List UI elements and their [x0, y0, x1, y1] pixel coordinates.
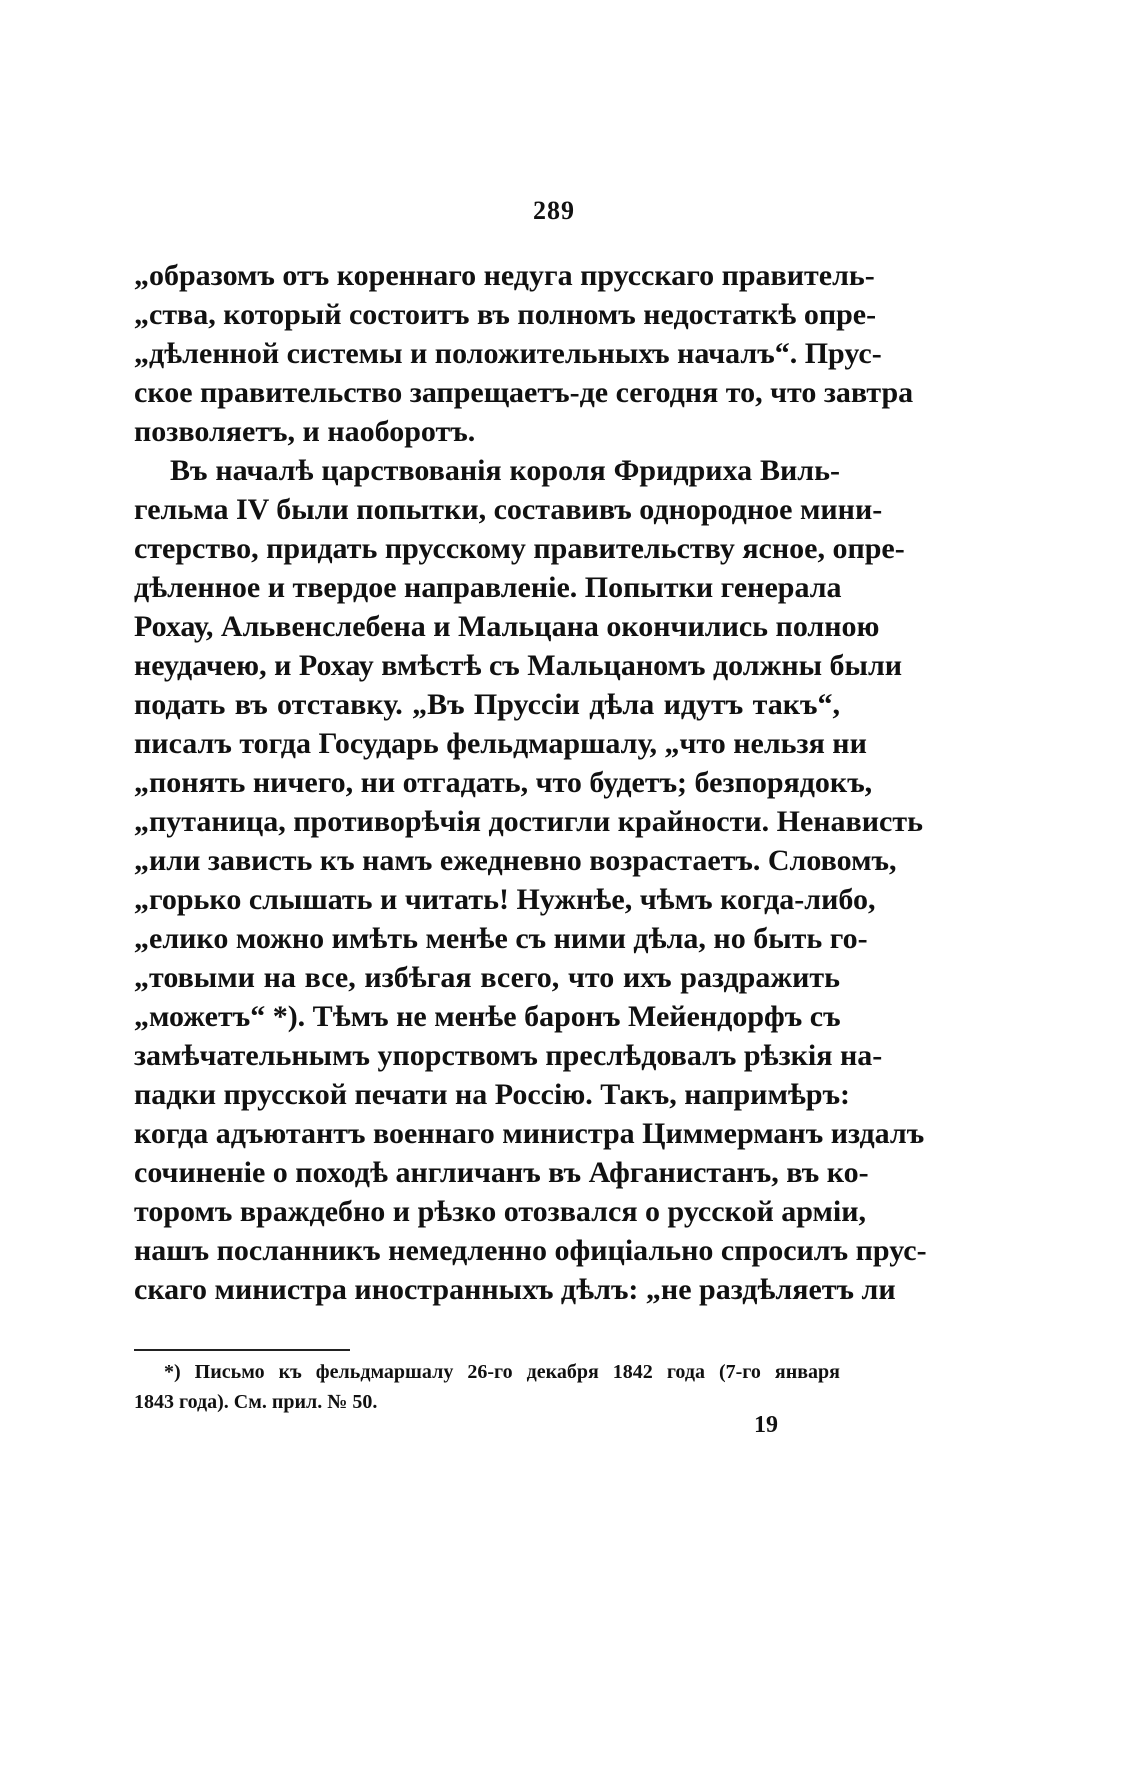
text-line: „путаница, противорѣчія достигли крайности. Ненависть — [134, 805, 923, 838]
text-line: ское правительство запрещаетъ-де сегодня то, что завтра — [134, 376, 914, 409]
text-line: „товыми на все, избѣгая всего, что ихъ раздражить — [134, 961, 840, 994]
text-line: „горько слышать и читать! Нужнѣе, чѣмъ когда-либо, — [134, 883, 876, 916]
text-line: скаго министра иностранныхъ дѣлъ: „не раздѣляетъ ли — [134, 1273, 896, 1306]
footnote-separator — [134, 1349, 350, 1351]
text-line: „ства, который состоитъ въ полномъ недостаткѣ опре- — [134, 298, 877, 331]
text-line: „можетъ“ *). Тѣмъ не менѣе баронъ Мейендорфъ съ — [134, 1000, 841, 1033]
text-line: падки прусской печати на Россію. Такъ, напримѣръ: — [134, 1078, 851, 1111]
text-line: „елико можно имѣть менѣе съ ними дѣла, но быть го- — [134, 922, 868, 955]
signature-mark: 19 — [754, 1412, 778, 1438]
text-line: неудачею, и Рохау вмѣстѣ съ Мальцаномъ должны были — [134, 649, 903, 682]
body-text — [134, 256, 927, 1309]
text-line: когда адъютантъ военнаго министра Циммерманъ издалъ — [134, 1117, 925, 1150]
text-line: „понять ничего, ни отгадать, что будетъ; безпорядокъ, — [134, 766, 873, 799]
footnote — [134, 1357, 840, 1417]
text-line: „дѣленной системы и положительныхъ началъ“. Прус- — [134, 337, 882, 370]
text-line: сочиненіе о походѣ англичанъ въ Афганистанъ, въ ко- — [134, 1156, 869, 1189]
text-line: „образомъ отъ кореннаго недуга прусскаго правитель- — [134, 259, 875, 292]
text-line: стерство, придать прусскому правительству ясное, опре- — [134, 532, 905, 565]
text-line: позволяетъ, и наоборотъ. — [134, 415, 476, 448]
footnote-line: *) Письмо къ фельдмаршалу 26-го декабря 1842 года (7-го января — [164, 1361, 840, 1383]
page-number: 289 — [533, 196, 575, 225]
text-line: Въ началѣ царствованія короля Фридриха Виль- — [170, 454, 840, 487]
footnote-line: 1843 года). См. прил. № 50. — [134, 1391, 378, 1413]
text-line: „или зависть къ намъ ежедневно возрастаетъ. Словомъ, — [134, 844, 897, 877]
text-line: Рохау, Альвенслебена и Мальцана окончились полною — [134, 610, 880, 643]
text-line: писалъ тогда Государь фельдмаршалу, „что нельзя ни — [134, 727, 867, 760]
text-line: замѣчательнымъ упорствомъ преслѣдовалъ рѣзкія на- — [134, 1039, 883, 1072]
text-line: нашъ посланникъ немедленно офиціально спросилъ прус- — [134, 1234, 927, 1267]
text-line: торомъ враждебно и рѣзко отозвался о русской арміи, — [134, 1195, 867, 1228]
text-line: гельма IV были попытки, составивъ однородное мини- — [134, 493, 883, 526]
text-line: дѣленное и твердое направленіе. Попытки генерала — [134, 571, 842, 604]
text-line: подать въ отставку. „Въ Пруссіи дѣла идутъ такъ“, — [134, 688, 840, 721]
